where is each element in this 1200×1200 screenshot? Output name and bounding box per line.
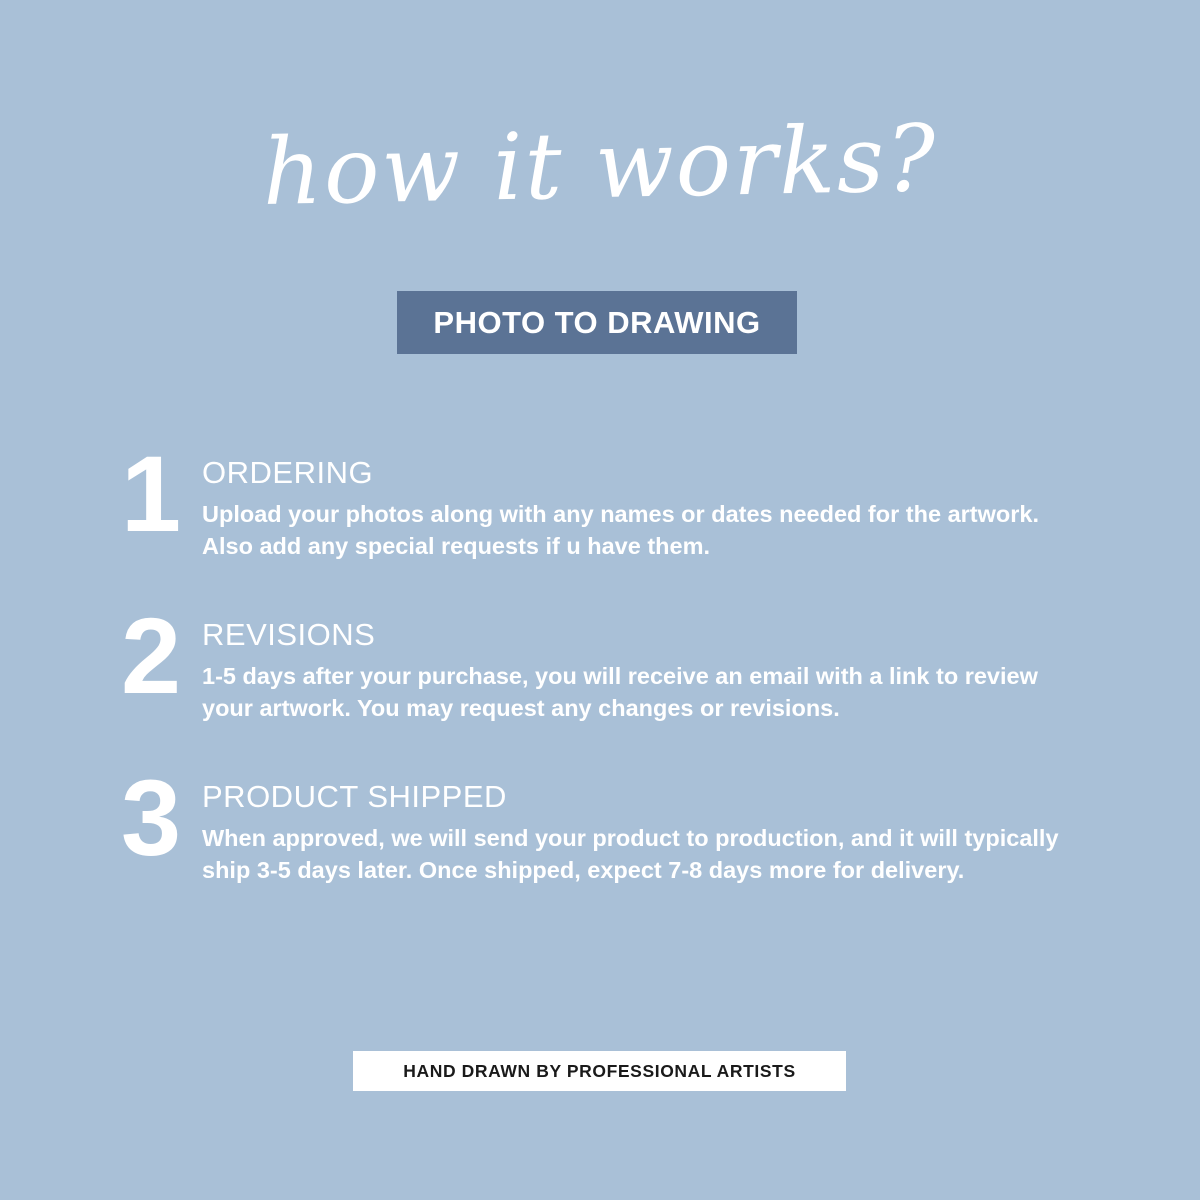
step-body: [190, 443, 1100, 563]
list-item: [110, 594, 1100, 725]
footer-banner-label: HAND DRAWN BY PROFESSIONAL ARTISTS: [403, 1060, 796, 1081]
step-body: [190, 605, 1100, 725]
step-body: [190, 767, 1100, 887]
step-title: REVISIONS: [202, 616, 376, 652]
step-description: Upload your photos along with any names or dates needed for the artwork. Also add any special requests if u have them.: [202, 501, 1039, 559]
step-title: ORDERING: [202, 455, 374, 490]
steps-list: [110, 433, 1100, 929]
product-type-badge-label: PHOTO TO DRAWING: [433, 304, 761, 340]
list-item: [110, 756, 1100, 887]
footer-banner: [353, 1051, 846, 1091]
step-number: 3: [120, 756, 180, 878]
product-type-badge: [397, 291, 797, 354]
step-number: 1: [120, 433, 180, 554]
page-title: how it works?: [261, 104, 939, 227]
step-description: When approved, we will send your product to production, and it will typically ship 3-5 days later. Once shipped, expect 7-8 days more for delivery.: [202, 824, 1059, 883]
step-number: 2: [120, 594, 180, 716]
step-description: 1-5 days after your purchase, you will receive an email with a link to review your artwork. You may request any changes or revisions.: [202, 662, 1038, 721]
list-item: [110, 433, 1100, 563]
step-title: PRODUCT SHIPPED: [202, 778, 507, 814]
